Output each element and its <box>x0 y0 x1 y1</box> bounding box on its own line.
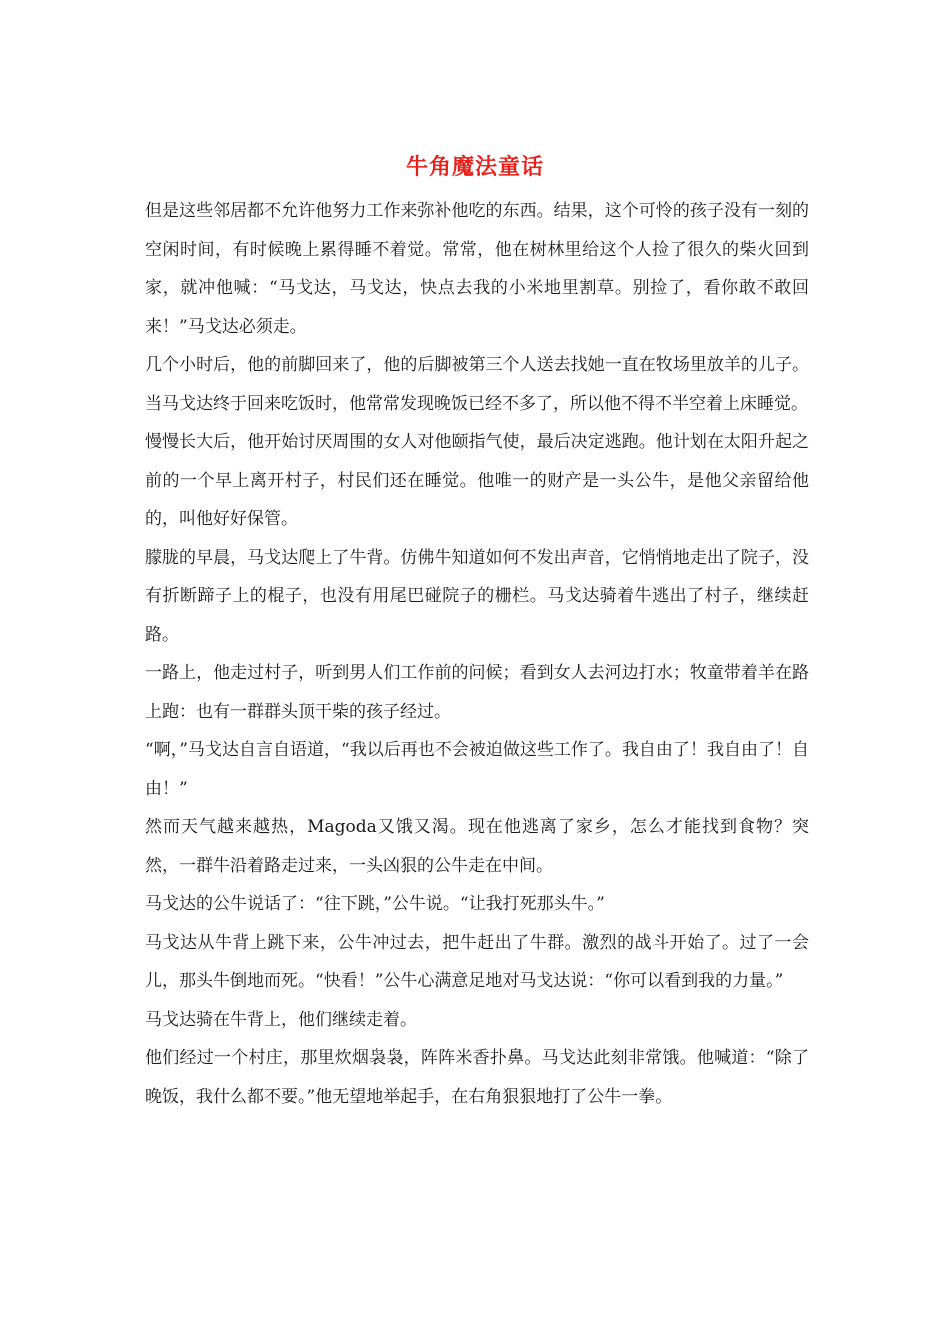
paragraph: 他们经过一个村庄，那里炊烟袅袅，阵阵米香扑鼻。马戈达此刻非常饿。他喊道：“除了晚饭，我什么都不要。”他无望地举起手，在右角狠狠地打了公牛一拳。 <box>145 1048 809 1107</box>
paragraph: “啊，”马戈达自言自语道，“我以后再也不会被迫做这些工作了。我自由了！我自由了！自由！” <box>145 740 809 799</box>
paragraph: 然而天气越来越热，Magoda又饿又渴。现在他逃离了家乡，怎么才能找到食物？突然，一群牛沿着路走过来，一头凶狠的公牛走在中间。 <box>145 817 809 876</box>
document-body <box>145 192 809 1116</box>
paragraph: 马戈达的公牛说话了：“往下跳，”公牛说。“让我打死那头牛。” <box>145 894 605 914</box>
paragraph: 马戈达从牛背上跳下来，公牛冲过去，把牛赶出了牛群。激烈的战斗开始了。过了一会儿，那头牛倒地而死。“快看！”公牛心满意足地对马戈达说：“你可以看到我的力量。” <box>145 932 809 991</box>
paragraph: 马戈达骑在牛背上，他们继续走着。 <box>145 1009 417 1030</box>
paragraph: 几个小时后，他的前脚回来了，他的后脚被第三个人送去找她一直在牧场里放羊的儿子。当马戈达终于回来吃饭时，他常常发现晚饭已经不多了，所以他不得不半空着上床睡觉。 <box>145 355 809 414</box>
paragraph: 但是这些邻居都不允许他努力工作来弥补他吃的东西。结果，这个可怜的孩子没有一刻的空闲时间，有时候晚上累得睡不着觉。常常，他在树林里给这个人捡了很久的柴火回到家，就冲他喊：“马戈达，马戈达，快点去我的小米地里割草。别捡了，看你敢不敢回来！”马戈达必须走。 <box>145 201 809 337</box>
paragraph: 朦胧的早晨，马戈达爬上了牛背。仿佛牛知道如何不发出声音，它悄悄地走出了院子，没有折断蹄子上的棍子，也没有用尾巴碰院子的栅栏。马戈达骑着牛逃出了村子，继续赶路。 <box>145 547 809 645</box>
paragraph: 慢慢长大后，他开始讨厌周围的女人对他颐指气使，最后决定逃跑。他计划在太阳升起之前的一个早上离开村子，村民们还在睡觉。他唯一的财产是一头公牛，是他父亲留给他的，叫他好好保管。 <box>145 432 809 529</box>
document-title: 牛角魔法童话 <box>405 154 544 180</box>
paragraph: 一路上，他走过村子，听到男人们工作前的问候；看到女人去河边打水；牧童带着羊在路上跑：也有一群群头顶干柴的孩子经过。 <box>145 663 809 722</box>
